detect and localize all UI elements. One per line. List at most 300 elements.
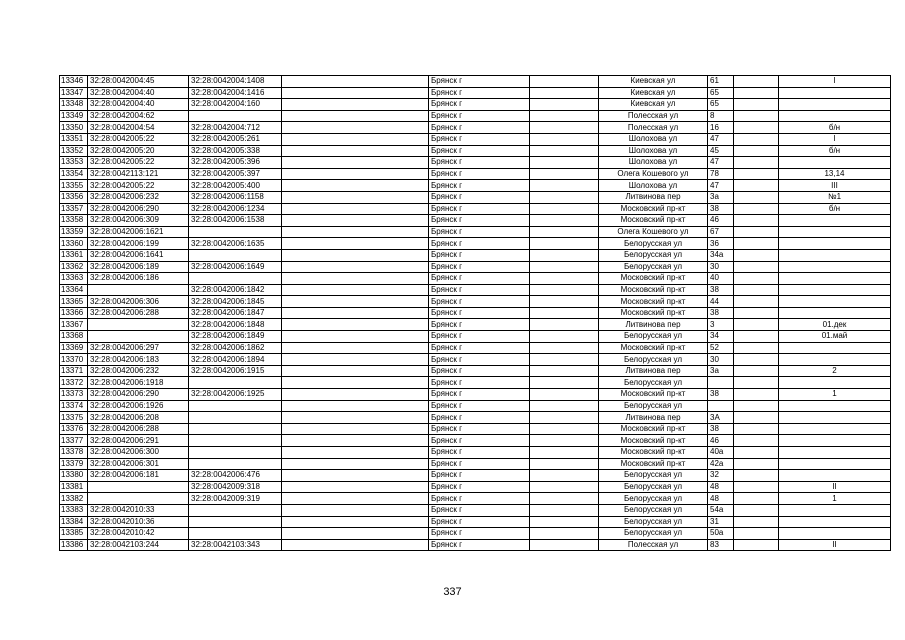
cell-cadastral-number-object: 32:28:0042009:318 xyxy=(189,481,282,493)
cell-house-number: 30 xyxy=(708,354,734,366)
cell-blank-cell xyxy=(282,307,429,319)
cell-cadastral-number-object: 32:28:0042006:1894 xyxy=(189,354,282,366)
cell-cadastral-number-object: 32:28:0042005:261 xyxy=(189,133,282,145)
cell-cadastral-number-object xyxy=(189,249,282,261)
cell-blank-cell xyxy=(734,470,779,482)
cell-cadastral-number-object xyxy=(189,400,282,412)
cell-blank-cell xyxy=(282,157,429,169)
cell-blank-cell xyxy=(734,423,779,435)
cell-house-number: 34 xyxy=(708,331,734,343)
cell-blank-cell xyxy=(530,377,599,389)
cell-cadastral-number-parcel: 32:28:0042006:1621 xyxy=(88,226,189,238)
cell-row-number: 13374 xyxy=(60,400,88,412)
cell-blank-cell xyxy=(282,215,429,227)
cell-row-number: 13356 xyxy=(60,191,88,203)
cell-premise-number xyxy=(779,470,891,482)
cell-blank-cell xyxy=(282,261,429,273)
cell-blank-cell xyxy=(734,180,779,192)
table-row xyxy=(60,447,891,459)
cell-blank-cell xyxy=(282,238,429,250)
cell-row-number: 13351 xyxy=(60,133,88,145)
cell-city: Брянск г xyxy=(429,261,530,273)
table-row xyxy=(60,168,891,180)
cell-cadastral-number-object xyxy=(189,110,282,122)
cell-street: Московский пр-кт xyxy=(599,423,708,435)
cell-city: Брянск г xyxy=(429,539,530,551)
cell-blank-cell xyxy=(734,504,779,516)
cell-cadastral-number-object: 32:28:0042005:338 xyxy=(189,145,282,157)
table-row xyxy=(60,412,891,424)
cell-cadastral-number-object: 32:28:0042005:397 xyxy=(189,168,282,180)
cell-blank-cell xyxy=(530,99,599,111)
cell-blank-cell xyxy=(734,516,779,528)
cell-blank-cell xyxy=(530,481,599,493)
cell-street: Белорусская ул xyxy=(599,516,708,528)
cell-blank-cell xyxy=(530,122,599,134)
cell-blank-cell xyxy=(530,412,599,424)
cell-blank-cell xyxy=(734,296,779,308)
cell-blank-cell xyxy=(734,389,779,401)
cell-house-number: 38 xyxy=(708,389,734,401)
cell-blank-cell xyxy=(530,203,599,215)
cell-blank-cell xyxy=(530,331,599,343)
cell-cadastral-number-object: 32:28:0042006:1847 xyxy=(189,307,282,319)
cell-house-number: 38 xyxy=(708,203,734,215)
cell-blank-cell xyxy=(530,110,599,122)
cell-blank-cell xyxy=(530,249,599,261)
cell-street: Московский пр-кт xyxy=(599,389,708,401)
cell-premise-number xyxy=(779,226,891,238)
cell-blank-cell xyxy=(282,319,429,331)
cell-street: Белорусская ул xyxy=(599,493,708,505)
cell-house-number: 52 xyxy=(708,342,734,354)
cell-premise-number: 2 xyxy=(779,365,891,377)
cell-blank-cell xyxy=(530,157,599,169)
cell-premise-number xyxy=(779,99,891,111)
cell-blank-cell xyxy=(734,110,779,122)
cell-blank-cell xyxy=(530,273,599,285)
cell-cadastral-number-parcel: 32:28:0042006:1918 xyxy=(88,377,189,389)
cell-blank-cell xyxy=(734,284,779,296)
cell-blank-cell xyxy=(282,354,429,366)
cell-city: Брянск г xyxy=(429,504,530,516)
cell-blank-cell xyxy=(282,516,429,528)
cell-house-number: 65 xyxy=(708,87,734,99)
cell-premise-number xyxy=(779,249,891,261)
cell-blank-cell xyxy=(282,99,429,111)
cell-cadastral-number-object: 32:28:0042006:1862 xyxy=(189,342,282,354)
cell-cadastral-number-parcel xyxy=(88,331,189,343)
cell-street: Белорусская ул xyxy=(599,354,708,366)
cell-row-number: 13364 xyxy=(60,284,88,296)
cell-blank-cell xyxy=(282,435,429,447)
cell-cadastral-number-object: 32:28:0042006:1848 xyxy=(189,319,282,331)
cell-city: Брянск г xyxy=(429,400,530,412)
cell-cadastral-number-object xyxy=(189,377,282,389)
cell-street: Белорусская ул xyxy=(599,331,708,343)
cell-cadastral-number-object: 32:28:0042006:1845 xyxy=(189,296,282,308)
cell-blank-cell xyxy=(282,284,429,296)
cell-row-number: 13377 xyxy=(60,435,88,447)
cell-row-number: 13363 xyxy=(60,273,88,285)
cell-city: Брянск г xyxy=(429,226,530,238)
cell-house-number: 47 xyxy=(708,180,734,192)
table-row xyxy=(60,458,891,470)
cell-premise-number xyxy=(779,238,891,250)
cell-premise-number xyxy=(779,354,891,366)
cell-premise-number xyxy=(779,412,891,424)
cell-blank-cell xyxy=(530,458,599,470)
cell-premise-number: II xyxy=(779,539,891,551)
cell-blank-cell xyxy=(734,145,779,157)
cell-city: Брянск г xyxy=(429,76,530,88)
cell-premise-number xyxy=(779,296,891,308)
cell-blank-cell xyxy=(282,365,429,377)
cell-house-number: 44 xyxy=(708,296,734,308)
cell-house-number: 46 xyxy=(708,435,734,447)
cell-cadastral-number-object: 32:28:0042006:1915 xyxy=(189,365,282,377)
cell-cadastral-number-parcel: 32:28:0042010:33 xyxy=(88,504,189,516)
cell-street: Шолохова ул xyxy=(599,180,708,192)
cell-city: Брянск г xyxy=(429,180,530,192)
cell-blank-cell xyxy=(530,539,599,551)
cell-house-number: 47 xyxy=(708,157,734,169)
cell-city: Брянск г xyxy=(429,365,530,377)
cell-cadastral-number-parcel: 32:28:0042006:290 xyxy=(88,389,189,401)
table-row xyxy=(60,319,891,331)
cell-cadastral-number-object xyxy=(189,273,282,285)
cell-premise-number xyxy=(779,516,891,528)
cell-city: Брянск г xyxy=(429,110,530,122)
cell-street: Московский пр-кт xyxy=(599,342,708,354)
cell-premise-number xyxy=(779,215,891,227)
cell-city: Брянск г xyxy=(429,435,530,447)
cell-house-number: 48 xyxy=(708,481,734,493)
cell-house-number: 42а xyxy=(708,458,734,470)
cell-blank-cell xyxy=(530,528,599,540)
cell-blank-cell xyxy=(530,470,599,482)
cell-street: Белорусская ул xyxy=(599,249,708,261)
cell-row-number: 13350 xyxy=(60,122,88,134)
cell-city: Брянск г xyxy=(429,331,530,343)
cell-cadastral-number-parcel: 32:28:0042005:22 xyxy=(88,157,189,169)
cell-row-number: 13375 xyxy=(60,412,88,424)
cell-street: Киевская ул xyxy=(599,99,708,111)
cell-street: Московский пр-кт xyxy=(599,458,708,470)
cell-house-number: 83 xyxy=(708,539,734,551)
cell-cadastral-number-parcel: 32:28:0042006:186 xyxy=(88,273,189,285)
cell-city: Брянск г xyxy=(429,307,530,319)
cell-row-number: 13353 xyxy=(60,157,88,169)
table-row xyxy=(60,365,891,377)
table-row xyxy=(60,99,891,111)
cell-premise-number xyxy=(779,400,891,412)
cell-blank-cell xyxy=(282,296,429,308)
cell-premise-number xyxy=(779,284,891,296)
cell-row-number: 13349 xyxy=(60,110,88,122)
cell-row-number: 13369 xyxy=(60,342,88,354)
cell-cadastral-number-parcel: 32:28:0042004:62 xyxy=(88,110,189,122)
cell-row-number: 13376 xyxy=(60,423,88,435)
cell-cadastral-number-parcel: 32:28:0042010:36 xyxy=(88,516,189,528)
cell-blank-cell xyxy=(282,389,429,401)
cell-cadastral-number-object: 32:28:0042004:1408 xyxy=(189,76,282,88)
cell-blank-cell xyxy=(530,215,599,227)
table-row xyxy=(60,389,891,401)
cell-city: Брянск г xyxy=(429,122,530,134)
cell-city: Брянск г xyxy=(429,528,530,540)
cell-blank-cell xyxy=(530,516,599,528)
cell-row-number: 13378 xyxy=(60,447,88,459)
cell-blank-cell xyxy=(282,145,429,157)
cell-cadastral-number-parcel: 32:28:0042006:199 xyxy=(88,238,189,250)
table-row xyxy=(60,238,891,250)
cell-blank-cell xyxy=(282,122,429,134)
table-row xyxy=(60,504,891,516)
cell-cadastral-number-object: 32:28:0042103:343 xyxy=(189,539,282,551)
cell-cadastral-number-parcel xyxy=(88,284,189,296)
cell-city: Брянск г xyxy=(429,273,530,285)
cell-cadastral-number-object xyxy=(189,226,282,238)
cell-blank-cell xyxy=(282,110,429,122)
cell-city: Брянск г xyxy=(429,458,530,470)
cell-street: Киевская ул xyxy=(599,76,708,88)
cell-blank-cell xyxy=(530,296,599,308)
cell-blank-cell xyxy=(734,377,779,389)
cell-house-number: 38 xyxy=(708,307,734,319)
cell-city: Брянск г xyxy=(429,168,530,180)
cell-blank-cell xyxy=(734,365,779,377)
cell-cadastral-number-parcel: 32:28:0042006:1926 xyxy=(88,400,189,412)
cell-city: Брянск г xyxy=(429,377,530,389)
cell-blank-cell xyxy=(530,423,599,435)
cell-blank-cell xyxy=(734,203,779,215)
cell-blank-cell xyxy=(530,145,599,157)
cell-row-number: 13371 xyxy=(60,365,88,377)
cell-street: Московский пр-кт xyxy=(599,284,708,296)
cell-blank-cell xyxy=(530,342,599,354)
cell-house-number: 46 xyxy=(708,215,734,227)
cell-city: Брянск г xyxy=(429,238,530,250)
cell-blank-cell xyxy=(530,400,599,412)
cell-street: Полесская ул xyxy=(599,122,708,134)
cell-blank-cell xyxy=(734,249,779,261)
page-number: 337 xyxy=(443,586,462,598)
cell-cadastral-number-parcel: 32:28:0042010:42 xyxy=(88,528,189,540)
cell-blank-cell xyxy=(282,377,429,389)
cell-cadastral-number-parcel: 32:28:0042005:22 xyxy=(88,133,189,145)
cell-street: Белорусская ул xyxy=(599,528,708,540)
table-row xyxy=(60,354,891,366)
cell-cadastral-number-object: 32:28:0042006:1925 xyxy=(189,389,282,401)
cell-premise-number: №1 xyxy=(779,191,891,203)
cell-cadastral-number-parcel: 32:28:0042004:54 xyxy=(88,122,189,134)
cell-street: Шолохова ул xyxy=(599,145,708,157)
table-body xyxy=(60,76,891,551)
cell-cadastral-number-parcel: 32:28:0042006:297 xyxy=(88,342,189,354)
cell-street: Белорусская ул xyxy=(599,504,708,516)
cell-cadastral-number-parcel: 32:28:0042005:22 xyxy=(88,180,189,192)
cell-city: Брянск г xyxy=(429,342,530,354)
cell-blank-cell xyxy=(282,76,429,88)
cell-premise-number: 01.май xyxy=(779,331,891,343)
cell-row-number: 13346 xyxy=(60,76,88,88)
cell-blank-cell xyxy=(734,133,779,145)
cell-city: Брянск г xyxy=(429,412,530,424)
cell-blank-cell xyxy=(734,76,779,88)
cell-cadastral-number-object xyxy=(189,412,282,424)
table-row xyxy=(60,145,891,157)
cell-blank-cell xyxy=(734,342,779,354)
cell-premise-number xyxy=(779,435,891,447)
table-row xyxy=(60,133,891,145)
table-row xyxy=(60,516,891,528)
cell-cadastral-number-object: 32:28:0042006:1842 xyxy=(189,284,282,296)
cell-blank-cell xyxy=(282,273,429,285)
cell-blank-cell xyxy=(530,76,599,88)
cell-row-number: 13348 xyxy=(60,99,88,111)
cell-cadastral-number-object xyxy=(189,435,282,447)
cell-row-number: 13381 xyxy=(60,481,88,493)
cell-blank-cell xyxy=(530,168,599,180)
cell-blank-cell xyxy=(530,180,599,192)
cell-blank-cell xyxy=(282,412,429,424)
cell-premise-number: II xyxy=(779,481,891,493)
table-row xyxy=(60,76,891,88)
cell-blank-cell xyxy=(734,307,779,319)
cell-blank-cell xyxy=(530,238,599,250)
cell-blank-cell xyxy=(282,249,429,261)
cell-house-number: 34а xyxy=(708,249,734,261)
cell-street: Литвинова пер xyxy=(599,191,708,203)
cell-street: Белорусская ул xyxy=(599,400,708,412)
cell-cadastral-number-parcel: 32:28:0042113:121 xyxy=(88,168,189,180)
cell-cadastral-number-parcel: 32:28:0042006:301 xyxy=(88,458,189,470)
cell-premise-number xyxy=(779,423,891,435)
cell-premise-number: 1 xyxy=(779,493,891,505)
cell-city: Брянск г xyxy=(429,191,530,203)
data-table xyxy=(59,75,891,551)
cell-cadastral-number-parcel: 32:28:0042006:208 xyxy=(88,412,189,424)
cell-cadastral-number-parcel xyxy=(88,493,189,505)
cell-street: Олега Кошевого ул xyxy=(599,168,708,180)
cell-street: Полесская ул xyxy=(599,539,708,551)
cell-house-number: 61 xyxy=(708,76,734,88)
cell-cadastral-number-parcel xyxy=(88,319,189,331)
cell-premise-number: 01.дек xyxy=(779,319,891,331)
table-row xyxy=(60,423,891,435)
cell-blank-cell xyxy=(282,87,429,99)
cell-cadastral-number-parcel: 32:28:0042006:290 xyxy=(88,203,189,215)
cell-street: Белорусская ул xyxy=(599,377,708,389)
cell-cadastral-number-object: 32:28:0042006:1649 xyxy=(189,261,282,273)
cell-cadastral-number-object: 32:28:0042004:1416 xyxy=(189,87,282,99)
cell-cadastral-number-parcel: 32:28:0042103:244 xyxy=(88,539,189,551)
cell-house-number: 16 xyxy=(708,122,734,134)
cell-blank-cell xyxy=(282,423,429,435)
cell-row-number: 13367 xyxy=(60,319,88,331)
cell-street: Литвинова пер xyxy=(599,412,708,424)
cell-premise-number xyxy=(779,273,891,285)
cell-city: Брянск г xyxy=(429,447,530,459)
cell-blank-cell xyxy=(530,133,599,145)
cell-cadastral-number-parcel: 32:28:0042006:183 xyxy=(88,354,189,366)
cell-row-number: 13379 xyxy=(60,458,88,470)
cell-house-number xyxy=(708,377,734,389)
cell-premise-number xyxy=(779,342,891,354)
cell-house-number: 48 xyxy=(708,493,734,505)
cell-cadastral-number-parcel: 32:28:0042006:306 xyxy=(88,296,189,308)
cell-blank-cell xyxy=(282,504,429,516)
cell-row-number: 13362 xyxy=(60,261,88,273)
cell-street: Белорусская ул xyxy=(599,238,708,250)
cell-cadastral-number-parcel: 32:28:0042006:1641 xyxy=(88,249,189,261)
cell-house-number: 50а xyxy=(708,528,734,540)
table-row xyxy=(60,400,891,412)
table-row xyxy=(60,261,891,273)
cell-premise-number xyxy=(779,458,891,470)
cell-house-number: 30 xyxy=(708,261,734,273)
cell-blank-cell xyxy=(734,168,779,180)
cell-row-number: 13384 xyxy=(60,516,88,528)
cell-premise-number: I xyxy=(779,76,891,88)
table-row xyxy=(60,122,891,134)
cell-blank-cell xyxy=(734,226,779,238)
cell-blank-cell xyxy=(282,481,429,493)
cell-house-number: 3 xyxy=(708,319,734,331)
cell-blank-cell xyxy=(734,539,779,551)
cell-blank-cell xyxy=(734,331,779,343)
cell-row-number: 13361 xyxy=(60,249,88,261)
cell-premise-number xyxy=(779,377,891,389)
cell-row-number: 13347 xyxy=(60,87,88,99)
cell-premise-number xyxy=(779,157,891,169)
table-row xyxy=(60,203,891,215)
table-row xyxy=(60,284,891,296)
table-row xyxy=(60,307,891,319)
table-row xyxy=(60,331,891,343)
cell-house-number: 3а xyxy=(708,365,734,377)
cell-cadastral-number-object: 32:28:0042006:1538 xyxy=(189,215,282,227)
cell-cadastral-number-object: 32:28:0042006:1635 xyxy=(189,238,282,250)
cell-street: Московский пр-кт xyxy=(599,307,708,319)
cell-cadastral-number-parcel: 32:28:0042006:288 xyxy=(88,423,189,435)
cell-street: Шолохова ул xyxy=(599,133,708,145)
cell-cadastral-number-parcel: 32:28:0042004:40 xyxy=(88,87,189,99)
cell-premise-number: б/н xyxy=(779,145,891,157)
cell-cadastral-number-object xyxy=(189,447,282,459)
cell-blank-cell xyxy=(282,168,429,180)
cell-city: Брянск г xyxy=(429,470,530,482)
cell-premise-number xyxy=(779,528,891,540)
cell-blank-cell xyxy=(734,238,779,250)
cell-blank-cell xyxy=(530,447,599,459)
cell-premise-number: III xyxy=(779,180,891,192)
cell-row-number: 13352 xyxy=(60,145,88,157)
cell-premise-number: б/н xyxy=(779,203,891,215)
table-row xyxy=(60,296,891,308)
cell-cadastral-number-object xyxy=(189,423,282,435)
cell-city: Брянск г xyxy=(429,354,530,366)
cell-premise-number: б/н xyxy=(779,122,891,134)
cell-cadastral-number-object: 32:28:0042006:1158 xyxy=(189,191,282,203)
cell-cadastral-number-object: 32:28:0042004:160 xyxy=(189,99,282,111)
cell-premise-number xyxy=(779,307,891,319)
table-row xyxy=(60,215,891,227)
cell-street: Московский пр-кт xyxy=(599,435,708,447)
cell-premise-number: I xyxy=(779,133,891,145)
cell-cadastral-number-parcel: 32:28:0042004:45 xyxy=(88,76,189,88)
